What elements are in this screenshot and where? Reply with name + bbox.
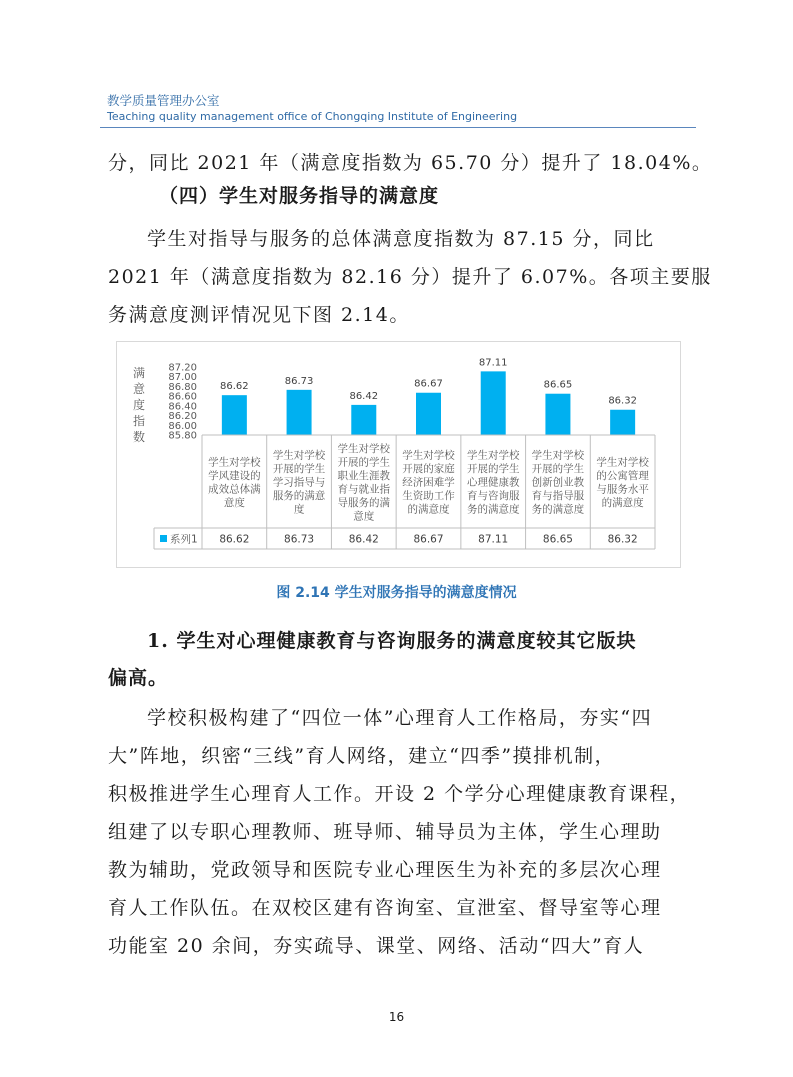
subsection-heading-cont: 偏高。 <box>108 667 169 689</box>
category-label: 成效总体满 <box>208 483 261 496</box>
category-label: 意度 <box>353 510 375 523</box>
category-label: 生资助工作 <box>402 490 455 502</box>
bar <box>481 371 506 435</box>
bar-chart <box>117 342 680 567</box>
y-tick-label: 87.00 <box>168 372 197 384</box>
paragraph-line: 教为辅助，党政领导和医院专业心理医生为补充的多层次心理 <box>108 859 662 881</box>
page-number: 16 <box>388 1010 405 1024</box>
category-label: 育与就业指 <box>337 483 391 496</box>
category-label: 的公寓管理 <box>596 469 649 482</box>
category-label: 学生对学校 <box>208 456 261 469</box>
bar-data-label: 86.65 <box>543 379 573 391</box>
bar-data-label: 86.62 <box>220 381 249 393</box>
category-label: 度 <box>293 503 305 516</box>
y-axis-label-char: 指 <box>132 414 146 428</box>
header-department-en: Teaching quality management office of Chongqing Institute of Engineering <box>107 110 518 123</box>
category-label: 学生对学校 <box>402 449 455 462</box>
paragraph-line: 分，同比 2021 年（满意度指数为 65.70 分）提升了 18.04%。 <box>108 152 713 174</box>
y-tick-label: 85.80 <box>168 430 197 442</box>
header-rule <box>100 127 696 128</box>
chart-frame <box>116 341 681 568</box>
category-label: 导服务的满 <box>337 496 391 509</box>
bar <box>416 393 441 435</box>
category-label: 开展的家庭 <box>402 463 455 475</box>
category-label: 学生对学校 <box>531 449 585 462</box>
category-label: 服务的满意 <box>272 490 326 502</box>
category-label: 创新创业教 <box>531 476 585 489</box>
category-label: 与服务水平 <box>596 483 649 496</box>
category-label: 学生对学校 <box>337 442 391 455</box>
category-label: 育与咨询服 <box>466 490 520 502</box>
paragraph-line: 务满意度测评情况见下图 2.14。 <box>108 304 410 326</box>
paragraph-line: 学校积极构建了“四位一体”心理育人工作格局，夯实“四 <box>147 707 653 729</box>
category-label: 务的满意度 <box>531 503 585 516</box>
category-label: 意度 <box>223 496 245 509</box>
y-tick-label: 87.20 <box>168 362 197 374</box>
subsection-heading: 1. 学生对心理健康教育与咨询服务的满意度较其它版块 <box>147 630 637 652</box>
category-label: 开展的学生 <box>337 456 391 469</box>
y-axis-label-char: 意 <box>132 382 146 396</box>
table-value: 86.32 <box>607 533 638 546</box>
table-value: 86.42 <box>348 533 379 546</box>
section-heading: （四）学生对服务指导的满意度 <box>159 185 440 207</box>
category-label: 学风建设的 <box>208 469 261 482</box>
category-label: 开展的学生 <box>466 463 520 475</box>
table-value: 86.67 <box>413 533 444 546</box>
header-department: 教学质量管理办公室 <box>107 93 220 108</box>
bar-data-label: 87.11 <box>478 357 508 369</box>
paragraph-line: 2021 年（满意度指数为 82.16 分）提升了 6.07%。各项主要服 <box>108 266 712 288</box>
y-axis-label-char: 度 <box>132 398 146 412</box>
category-label: 务的满意度 <box>466 503 520 516</box>
category-label: 学生对学校 <box>596 456 649 469</box>
bar-data-label: 86.42 <box>349 390 379 402</box>
table-value: 86.62 <box>219 533 250 546</box>
bar <box>222 395 247 435</box>
y-tick-label: 86.40 <box>168 401 197 413</box>
y-tick-label: 86.80 <box>168 381 197 393</box>
y-tick-label: 86.00 <box>168 420 197 432</box>
table-value: 87.11 <box>478 533 509 546</box>
category-label: 开展的学生 <box>531 463 585 475</box>
paragraph-line: 大”阵地，织密“三线”育人网络，建立“四季”摸排机制， <box>108 745 616 767</box>
table-value: 86.65 <box>542 533 573 546</box>
y-axis-label-char: 满 <box>132 366 146 380</box>
legend-key <box>160 535 167 542</box>
bar-data-label: 86.32 <box>608 395 637 407</box>
category-label: 职业生涯教 <box>337 469 391 482</box>
bar <box>545 394 570 435</box>
category-label: 经济困难学 <box>402 476 455 489</box>
paragraph-line: 组建了以专职心理教师、班导师、辅导员为主体，学生心理助 <box>108 821 662 843</box>
y-tick-label: 86.60 <box>168 391 197 403</box>
figure-caption: 图 2.14 学生对服务指导的满意度情况 <box>276 585 517 601</box>
table-value: 86.73 <box>284 533 315 546</box>
bar-data-label: 86.67 <box>414 378 443 390</box>
category-label: 学习指导与 <box>272 476 326 489</box>
category-label: 学生对学校 <box>466 449 520 462</box>
y-tick-label: 86.20 <box>168 411 197 423</box>
category-label: 学生对学校 <box>272 449 326 462</box>
bar <box>610 410 635 435</box>
paragraph-line: 学生对指导与服务的总体满意度指数为 87.15 分，同比 <box>147 228 655 250</box>
category-label: 开展的学生 <box>272 463 326 475</box>
category-label: 心理健康教 <box>466 476 520 489</box>
y-axis-label-char: 数 <box>132 430 146 444</box>
paragraph-line: 积极推进学生心理育人工作。开设 2 个学分心理健康教育课程， <box>108 783 691 805</box>
legend-series-name: 系列1 <box>170 533 198 546</box>
bar-data-label: 86.73 <box>284 375 314 387</box>
bar <box>351 405 376 435</box>
paragraph-line: 功能室 20 余间，夯实疏导、课堂、网络、活动“四大”育人 <box>108 935 645 957</box>
bar <box>287 390 312 435</box>
paragraph-line: 育人工作队伍。在双校区建有咨询室、宣泄室、督导室等心理 <box>108 897 662 919</box>
category-label: 的满意度 <box>601 496 644 509</box>
category-label: 育与指导服 <box>531 490 585 502</box>
category-label: 的满意度 <box>407 503 450 516</box>
